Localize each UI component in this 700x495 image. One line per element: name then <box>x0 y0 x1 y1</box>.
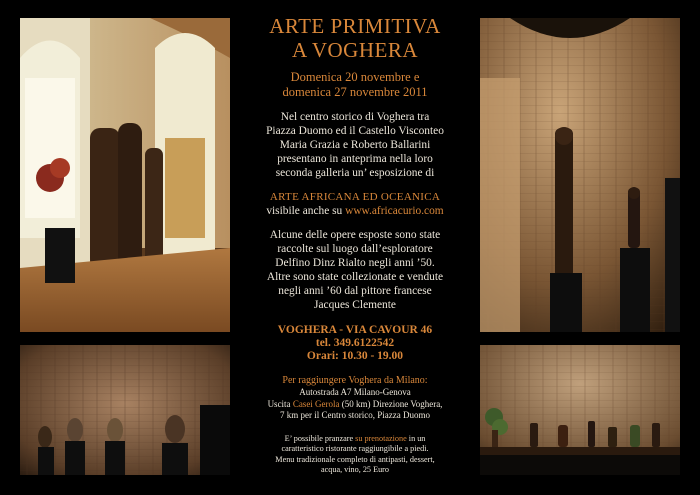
history-line: Alcune delle opere esposte sono state <box>269 229 441 241</box>
history-line: Delfino Dinz Rialto negli anni ’50. <box>275 257 435 269</box>
route-exit-prefix: Uscita <box>267 398 291 409</box>
lunch-line-2: caratteristico ristorante raggiungibile a piedi. <box>281 444 429 453</box>
intro-paragraph <box>240 110 470 180</box>
masks-wall-photo <box>20 345 230 475</box>
history-line: raccolte sul luogo dall’esploratore <box>277 243 433 255</box>
website-prefix: visibile anche su <box>266 205 343 217</box>
brick-wall-statues-photo <box>480 18 680 332</box>
contact-block <box>240 324 470 363</box>
website-link[interactable]: www.africacurio.com <box>345 205 444 217</box>
intro-line: presentano in anteprima nella loro <box>277 153 433 165</box>
intro-line: seconda galleria un’ esposizione di <box>275 167 435 179</box>
history-line: negli anni ’60 dal pittore francese <box>278 285 432 297</box>
dates-line-1: Domenica 20 novembre e <box>290 70 420 84</box>
lunch-info <box>240 434 470 476</box>
history-line: Altre sono state collezionate e vendute <box>266 271 444 283</box>
history-line: Jacques Clemente <box>314 299 396 311</box>
lunch-prefix: E’ possibile pranzare <box>284 433 354 443</box>
route-line-2 <box>240 399 470 411</box>
event-dates <box>240 70 470 100</box>
address: VOGHERA - VIA CAVOUR 46 <box>277 324 433 336</box>
route-exit-suffix: (50 km) Direzione Voghera, <box>341 398 443 409</box>
title-line-1: ARTE PRIMITIVA <box>269 14 441 38</box>
history-paragraph <box>240 228 470 312</box>
figures-shelf-photo <box>480 345 680 475</box>
lunch-line-4: acqua, vino, 25 Euro <box>321 465 389 474</box>
route-line-1: Autostrada A7 Milano-Genova <box>299 387 411 397</box>
route-line-3: 7 km per il Centro storico, Piazza Duomo <box>280 410 430 420</box>
intro-line: Maria Grazia e Roberto Ballarini <box>279 139 431 151</box>
website-line <box>240 204 470 218</box>
opening-hours: Orari: 10.30 - 19.00 <box>306 350 404 362</box>
exhibition-title: ARTE AFRICANA ED OCEANICA <box>269 191 441 203</box>
lunch-line-1 <box>240 434 470 445</box>
route-directions <box>240 387 470 422</box>
route-title: Per raggiungere Voghera da Milano: <box>282 375 428 386</box>
lunch-line-3: Menu tradizionale completo di antipasti, dessert, <box>275 454 435 464</box>
intro-line: Piazza Duomo ed il Castello Visconteo <box>266 125 444 137</box>
title-line-2: A VOGHERA <box>291 38 419 62</box>
flyer-title <box>240 14 470 62</box>
phone: tel. 349.6122542 <box>315 337 395 349</box>
route-exit-name: Casei Gerola <box>292 398 340 409</box>
lunch-reservation: su prenotazione <box>355 433 407 443</box>
lunch-suffix: in un <box>408 433 426 443</box>
dates-line-2: domenica 27 novembre 2011 <box>282 85 428 99</box>
gallery-interior-photo <box>20 18 230 332</box>
flyer-text-column <box>240 8 470 488</box>
intro-line: Nel centro storico di Voghera tra <box>280 111 430 123</box>
